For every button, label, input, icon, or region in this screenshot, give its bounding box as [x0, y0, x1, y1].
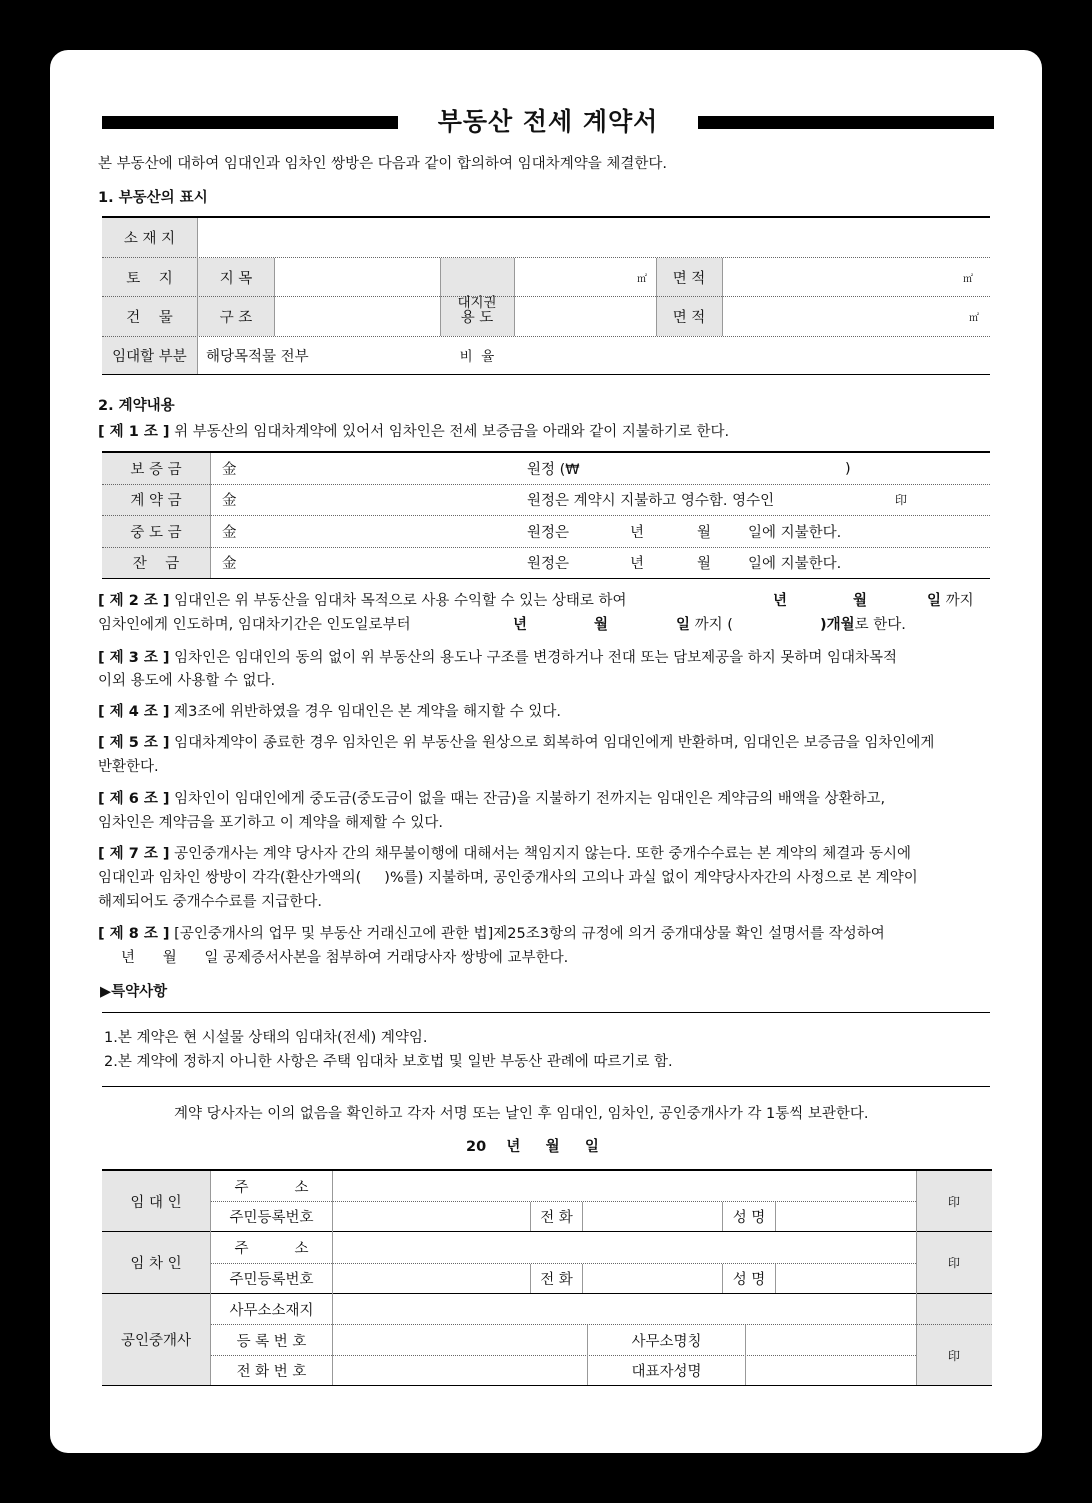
deposit-end: ): [845, 460, 851, 477]
location-label: 소 재 지: [123, 231, 176, 247]
land-label: 토 지: [126, 270, 173, 287]
landlord-resident-no-field[interactable]: [333, 1202, 529, 1231]
landlord-name-field[interactable]: [776, 1202, 915, 1231]
day-mark: 일에 지불한다.: [748, 556, 842, 572]
special-terms-top-line: [102, 1012, 990, 1013]
middle-payment-text: 원정은: [527, 524, 570, 541]
article-5-line1: [ 제 5 조 ] 임대차계약이 종료한 경우 임차인은 위 부동산을 원상으로 회복하여 임대인에게 반환하며, 임대인은 보증금을 임차인에게: [98, 735, 935, 751]
article-2-line2: 임차인에게 인도하며, 임대차기간은 인도일로부터: [98, 617, 411, 633]
article-5-line2: 반환한다.: [98, 759, 159, 775]
art2-year: 년: [773, 593, 788, 609]
year-mark: 년: [630, 524, 645, 541]
use-field[interactable]: [515, 298, 655, 335]
day-mark: 일에 지불한다.: [748, 524, 842, 541]
document-title: 부동산 전세 계약서: [437, 107, 659, 136]
tenant-resident-no-field[interactable]: [333, 1264, 529, 1293]
title-bar-left: [102, 116, 398, 129]
art2-months: )개월로 한다.: [820, 617, 906, 633]
resident-no-label: 주민등록번호: [229, 1210, 314, 1226]
article-3-line1: [ 제 3 조 ] 임차인은 임대인의 동의 없이 위 부동산의 용도나 구조를 변경하거나 전대 또는 담보제공을 하지 못하며 임대차목적: [98, 650, 898, 666]
structure-label: 구 조: [219, 310, 253, 326]
intro-text: 본 부동산에 대하여 임대인과 임차인 쌍방은 다음과 같이 합의하여 임대차계약을 체결한다.: [98, 156, 667, 172]
article-4: [ 제 4 조 ] 제3조에 위반하였을 경우 임대인은 본 계약을 해지할 수 있다.: [98, 704, 562, 720]
special-terms-heading: ▶특약사항: [100, 984, 168, 1000]
art2-year-2: 년: [513, 617, 528, 633]
building-area-field[interactable]: [723, 297, 979, 336]
table-border: [102, 374, 990, 375]
special-term-item: 1.본 계약은 현 시설물 상태의 임대차(전세) 계약임.: [104, 1030, 428, 1046]
middle-payment-label: 중 도 금: [130, 524, 182, 541]
use-label: 용 도: [460, 310, 494, 326]
land-type-field[interactable]: [275, 259, 439, 295]
landlord-seal: 印: [947, 1194, 960, 1209]
broker-reg-no-field[interactable]: [333, 1325, 586, 1355]
month-mark: 월: [697, 524, 712, 541]
office-address-label: 사무소소재지: [229, 1302, 314, 1319]
art2-month: 월: [853, 593, 868, 609]
sqm-unit: ㎡: [637, 273, 647, 285]
address-label: 주 소: [234, 1179, 309, 1196]
won-mark: 金: [222, 556, 237, 572]
article-1: [ 제 1 조 ] 위 부동산의 임대차계약에 있어서 임차인은 전세 보증금을 아래와 같이 지불하기로 한다.: [98, 424, 730, 440]
name-label: 성 명: [732, 1210, 766, 1226]
deposit-label: 보 증 금: [130, 462, 182, 478]
building-area-label: 면 적: [672, 310, 706, 326]
tenant-address-field[interactable]: [333, 1233, 915, 1262]
tenant-label: 임 차 인: [130, 1256, 182, 1272]
closing-text: 계약 당사자는 이의 없음을 확인하고 각자 서명 또는 날인 후 임대인, 임차인, 공인중개사가 각 1통씩 보관한다.: [174, 1106, 869, 1122]
article-8-line1: [ 제 8 조 ] [공인중개사의 업무 및 부동산 거래신고에 관한 법]제25조3항의 규정에 의거 중개대상물 확인 설명서를 작성하여: [98, 926, 885, 942]
broker-label: 공인중개사: [120, 1333, 192, 1349]
won-mark: 金: [222, 524, 237, 541]
article-7-line2: 임대인과 임차인 쌍방이 각각(환산가액의( )%를) 지불하며, 공인중개사의 고의나 과실 없이 계약당사자간의 사정으로 본 계약이: [98, 870, 918, 886]
reg-no-label: 등 록 번 호: [236, 1333, 307, 1350]
article-7-line1: [ 제 7 조 ] 공인중개사는 계약 당사자 간의 채무불이행에 대해서는 책임지지 않는다. 또한 중개수수료는 본 계약의 체결과 동시에: [98, 846, 912, 862]
office-name-label: 사무소명칭: [631, 1333, 702, 1350]
article-6-line1: [ 제 6 조 ] 임차인이 임대인에게 중도금(중도금이 없을 때는 잔금)을 지불하기 전까지는 임대인은 계약금의 배액을 상환하고,: [98, 791, 886, 807]
table-border: [102, 578, 990, 579]
balance-label: 잔 금: [132, 556, 180, 572]
rent-part-value[interactable]: 해당목적물 전부: [206, 349, 309, 365]
down-payment-label: 계 약 금: [130, 493, 182, 509]
address-label: 주 소: [234, 1241, 309, 1257]
broker-phone-field[interactable]: [333, 1356, 586, 1385]
down-payment-text: 원정은 계약시 지불하고 영수함. 영수인: [527, 493, 775, 509]
art2-day: 일 까지: [927, 593, 974, 609]
article-6-line2: 임차인은 계약금을 포기하고 이 계약을 해제할 수 있다.: [98, 815, 444, 831]
article-2-line1: [ 제 2 조 ] 임대인은 위 부동산을 임대차 목적으로 사용 수익할 수 있는 상태로 하여: [98, 593, 627, 609]
rent-part-label: 임대할 부분: [112, 349, 187, 365]
building-label: 건 물: [126, 310, 173, 326]
land-area-label: 면 적: [672, 270, 706, 287]
phone-no-label: 전 화 번 호: [236, 1364, 307, 1380]
col-divider: [197, 218, 198, 374]
seal-mark: 印: [895, 493, 908, 507]
landlord-phone-field[interactable]: [583, 1202, 721, 1231]
landlord-address-field[interactable]: [333, 1172, 915, 1200]
section2-heading: 2. 계약내용: [98, 398, 175, 414]
rep-name-label: 대표자성명: [631, 1364, 702, 1380]
month-mark: 월: [697, 556, 712, 572]
article-8-line2: 년 월 일 공제증서사본을 첨부하여 거래당사자 쌍방에 교부한다.: [98, 950, 569, 966]
landlord-label: 임 대 인: [130, 1194, 182, 1211]
sqm-unit: ㎡: [963, 273, 973, 285]
land-type-label: 지 목: [219, 270, 253, 287]
article-3-line2: 이외 용도에 사용할 수 없다.: [98, 673, 276, 689]
broker-office-address-field[interactable]: [333, 1294, 991, 1324]
title-bar-right: [698, 116, 994, 129]
broker-seal: 印: [947, 1348, 960, 1363]
tenant-seal: 印: [947, 1256, 960, 1270]
sqm-unit: ㎡: [969, 313, 979, 324]
resident-no-label: 주민등록번호: [229, 1272, 314, 1288]
balance-text: 원정은: [527, 556, 570, 572]
broker-rep-name-field[interactable]: [746, 1356, 915, 1385]
art2-month-2: 월: [594, 617, 609, 633]
col-divider: [210, 453, 211, 578]
special-term-item: 2.본 계약에 정하지 아니한 사항은 주택 임대차 보호법 및 일반 부동산 관례에 따르기로 함.: [104, 1054, 673, 1070]
tenant-name-field[interactable]: [776, 1264, 915, 1293]
location-field[interactable]: [199, 219, 989, 256]
name-label: 성 명: [732, 1272, 766, 1288]
tenant-phone-field[interactable]: [583, 1264, 721, 1293]
year-mark: 년: [630, 556, 645, 572]
structure-field[interactable]: [275, 298, 439, 335]
land-right-ratio-label: 대지권 비 율: [457, 295, 497, 365]
deposit-text: 원정 (₩: [527, 462, 580, 478]
article-7-line3: 해제되어도 중개수수료를 지급한다.: [98, 894, 322, 910]
special-terms-bottom-line: [102, 1086, 990, 1087]
phone-label: 전 화: [540, 1210, 573, 1226]
broker-office-name-field[interactable]: [746, 1325, 915, 1355]
land-area-field[interactable]: [723, 258, 973, 296]
land-right-ratio-field[interactable]: [515, 258, 647, 296]
won-mark: 金: [222, 493, 237, 509]
date-line: 20 년 월 일: [466, 1139, 599, 1155]
won-mark: 金: [222, 462, 237, 478]
section1-heading: 1. 부동산의 표시: [98, 190, 208, 206]
phone-label: 전 화: [540, 1272, 573, 1288]
art2-day-2: 일 까지 (: [676, 617, 733, 633]
table-border: [102, 216, 990, 218]
table-border: [102, 1385, 992, 1386]
